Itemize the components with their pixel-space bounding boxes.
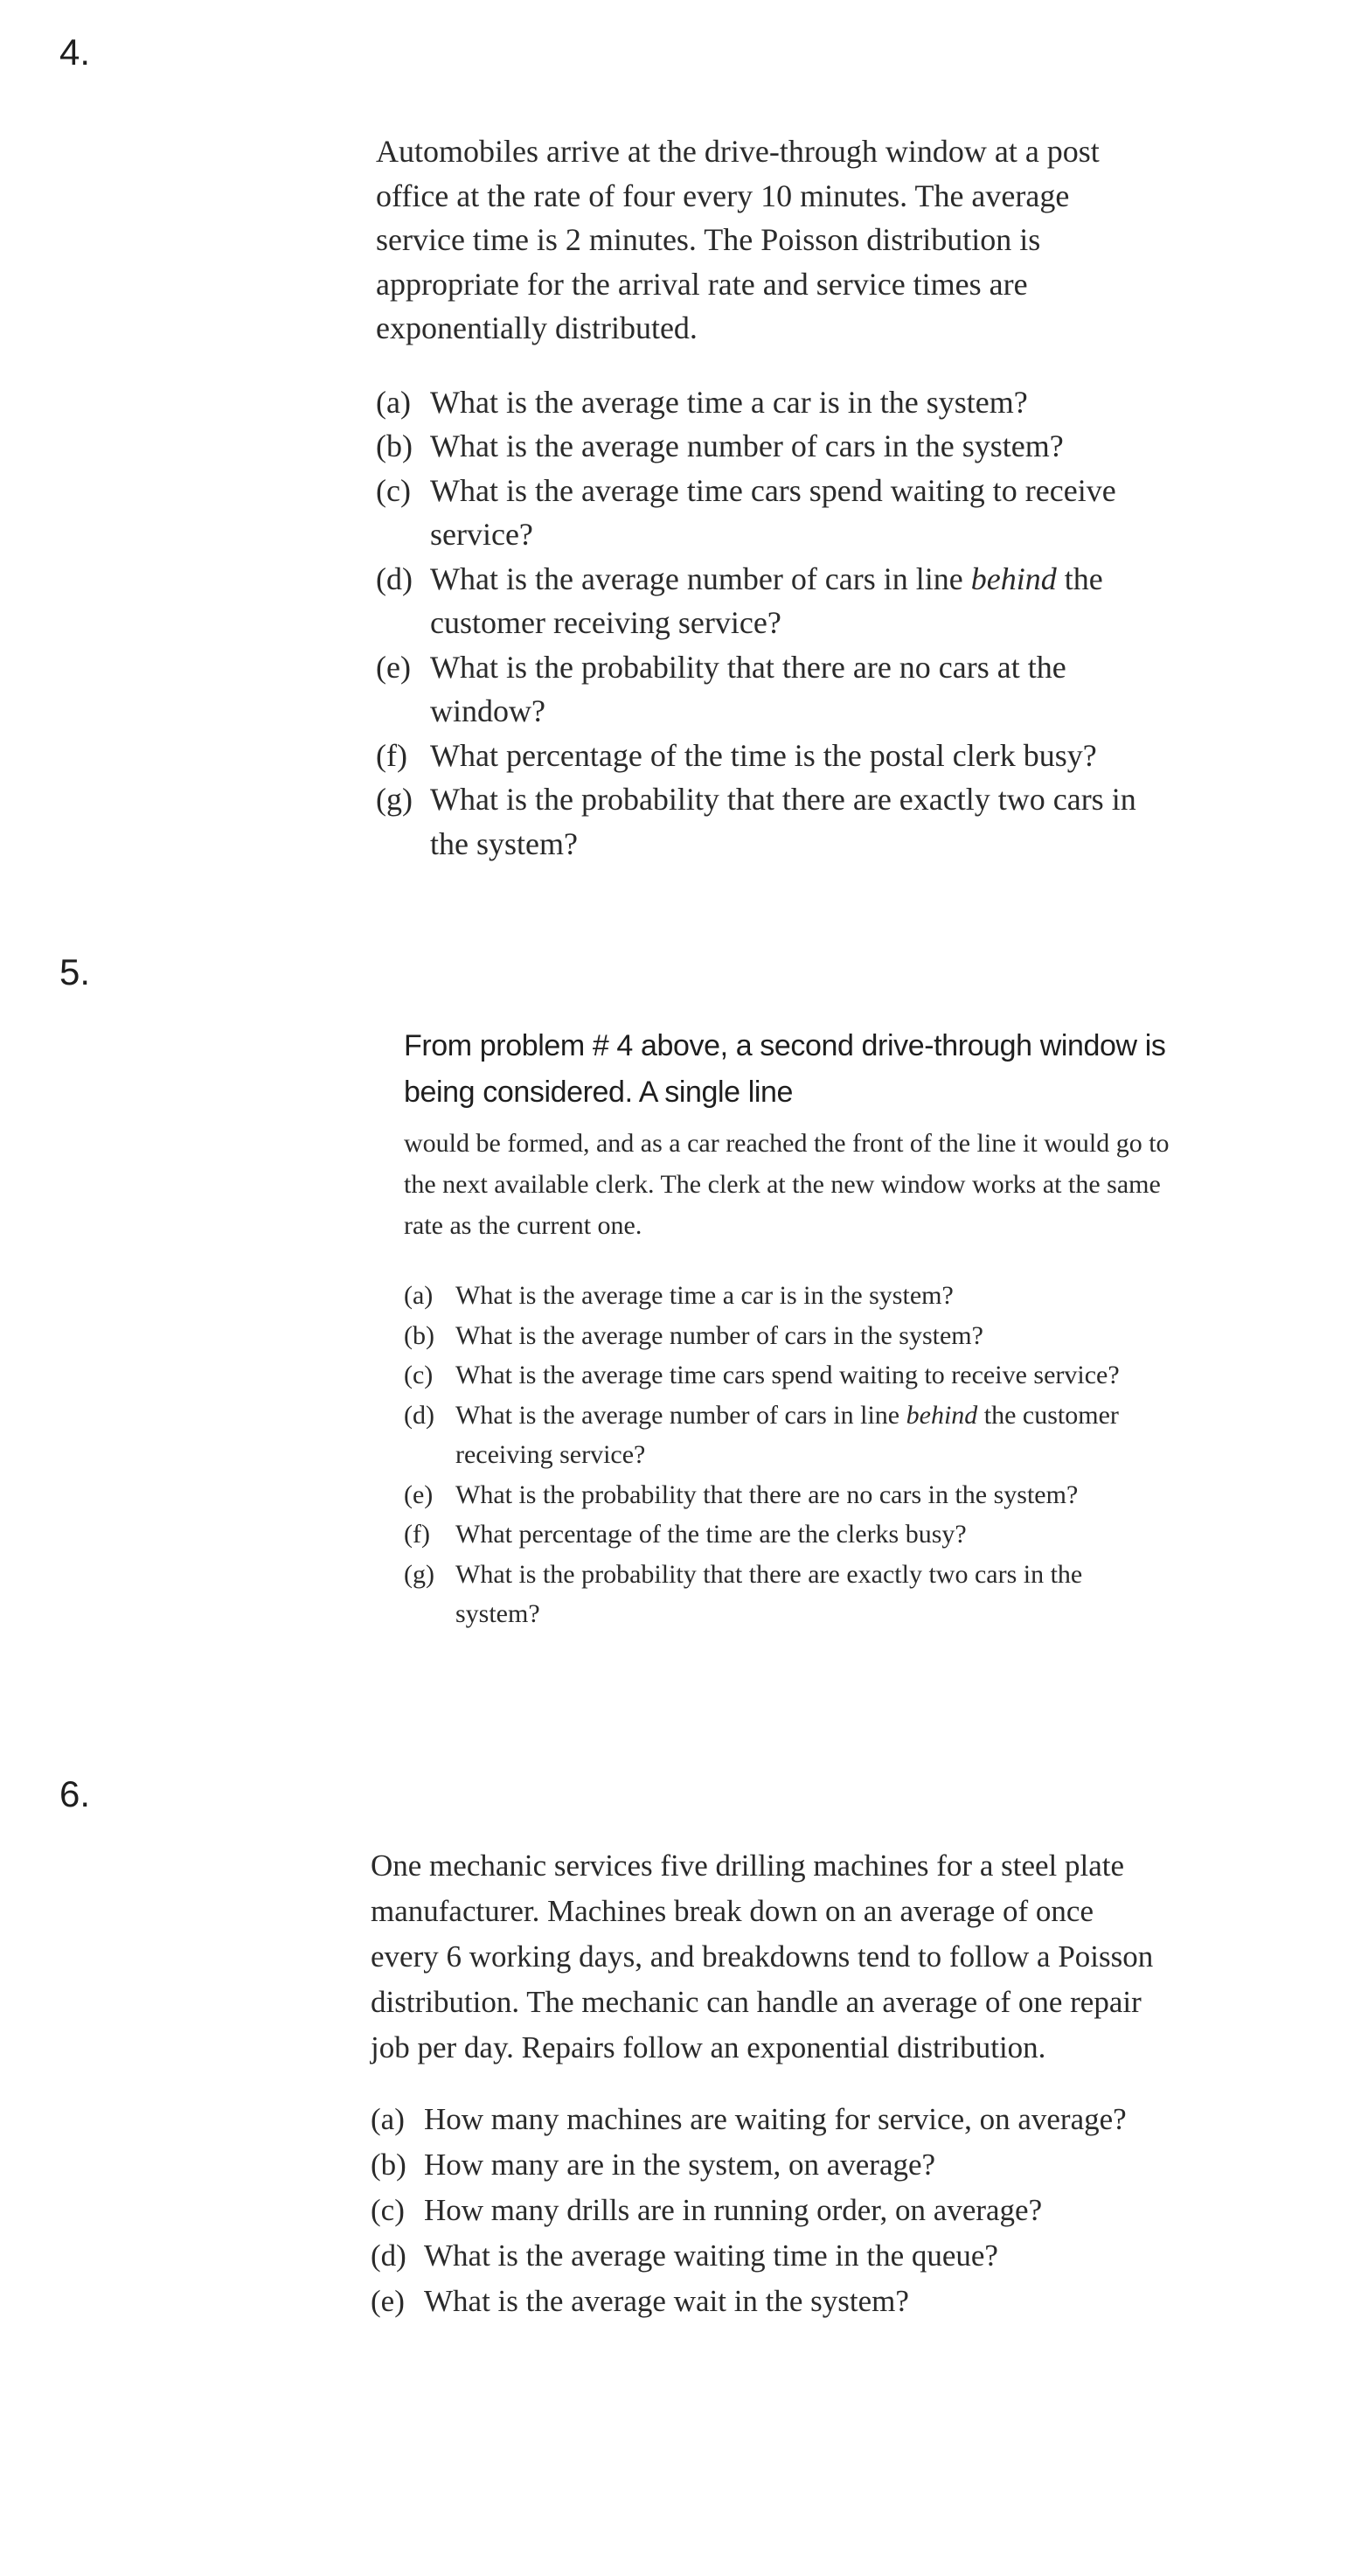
question-4e: (e) What is the probability that there are no cars at the window?	[376, 649, 1066, 728]
question-4g: (g) What is the probability that there are exactly two cars in the system?	[376, 782, 1136, 861]
question-6c: (c) How many drills are in running order, on average?	[371, 2193, 1043, 2227]
question-5b: (b) What is the average number of cars in the system?	[404, 1320, 983, 1350]
problem-6-body: One mechanic services five drilling machines for a steel plate manufacturer. Machines break down on an average of once every 6 working days, and breakdowns tend to follow a Poisson distribution. The mechanic can handle an average of one repair job per day. Repairs follow an exponential distribution.	[371, 1848, 1154, 2064]
question-6d: (d) What is the average waiting time in the queue?	[371, 2238, 998, 2273]
question-6e: (e) What is the average wait in the system?	[371, 2284, 909, 2318]
problem-5-number: 5.	[59, 951, 91, 992]
problem-4-body: Automobiles arrive at the drive-through window at a post office at the rate of four every 10 minutes. The average service time is 2 minutes. The Poisson distribution is appropriate for the arrival rate and service times are exponentially distributed.	[376, 134, 1100, 345]
question-5g: (g) What is the probability that there are exactly two cars in the system?	[404, 1559, 1083, 1628]
question-5c: (c) What is the average time cars spend waiting to receive service?	[404, 1361, 1120, 1389]
question-5e: (e) What is the probability that there are no cars in the system?	[404, 1479, 1079, 1509]
problem-5-questions	[404, 1276, 1173, 1634]
question-5d: (d) What is the average number of cars in line behind the customer receiving service?	[404, 1400, 1119, 1469]
question-4b: (b) What is the average number of cars in the system?	[376, 428, 1064, 463]
problem-5-body: would be formed, and as a car reached the front of the line it would go to the next available clerk. The clerk at the new window works at the same rate as the current one.	[404, 1129, 1170, 1240]
problem-4	[376, 129, 1163, 866]
question-4f: (f) What percentage of the time is the postal clerk busy?	[376, 737, 1097, 773]
question-6b: (b) How many are in the system, on average?	[371, 2148, 936, 2182]
problem-4-questions	[376, 380, 1163, 867]
problem-5-intro: From problem # 4 above, a second drive-through window is being considered. A single line	[404, 1029, 1166, 1109]
problem-6-number: 6.	[59, 1773, 91, 1814]
question-6a: (a) How many machines are waiting for service, on average?	[371, 2102, 1127, 2136]
question-5f: (f) What percentage of the time are the clerks busy?	[404, 1520, 967, 1549]
question-5a: (a) What is the average time a car is in the system?	[404, 1281, 954, 1310]
question-4c: (c) What is the average time cars spend waiting to receive service?	[376, 472, 1116, 552]
problem-4-number: 4.	[59, 31, 91, 73]
problem-5	[404, 1023, 1173, 1634]
question-4a: (a) What is the average time a car is in the system?	[376, 384, 1028, 420]
problem-6-questions	[371, 2097, 1157, 2324]
question-4d: (d) What is the average number of cars in line behind the customer receiving service?	[376, 560, 1103, 640]
problem-6	[371, 1843, 1157, 2324]
